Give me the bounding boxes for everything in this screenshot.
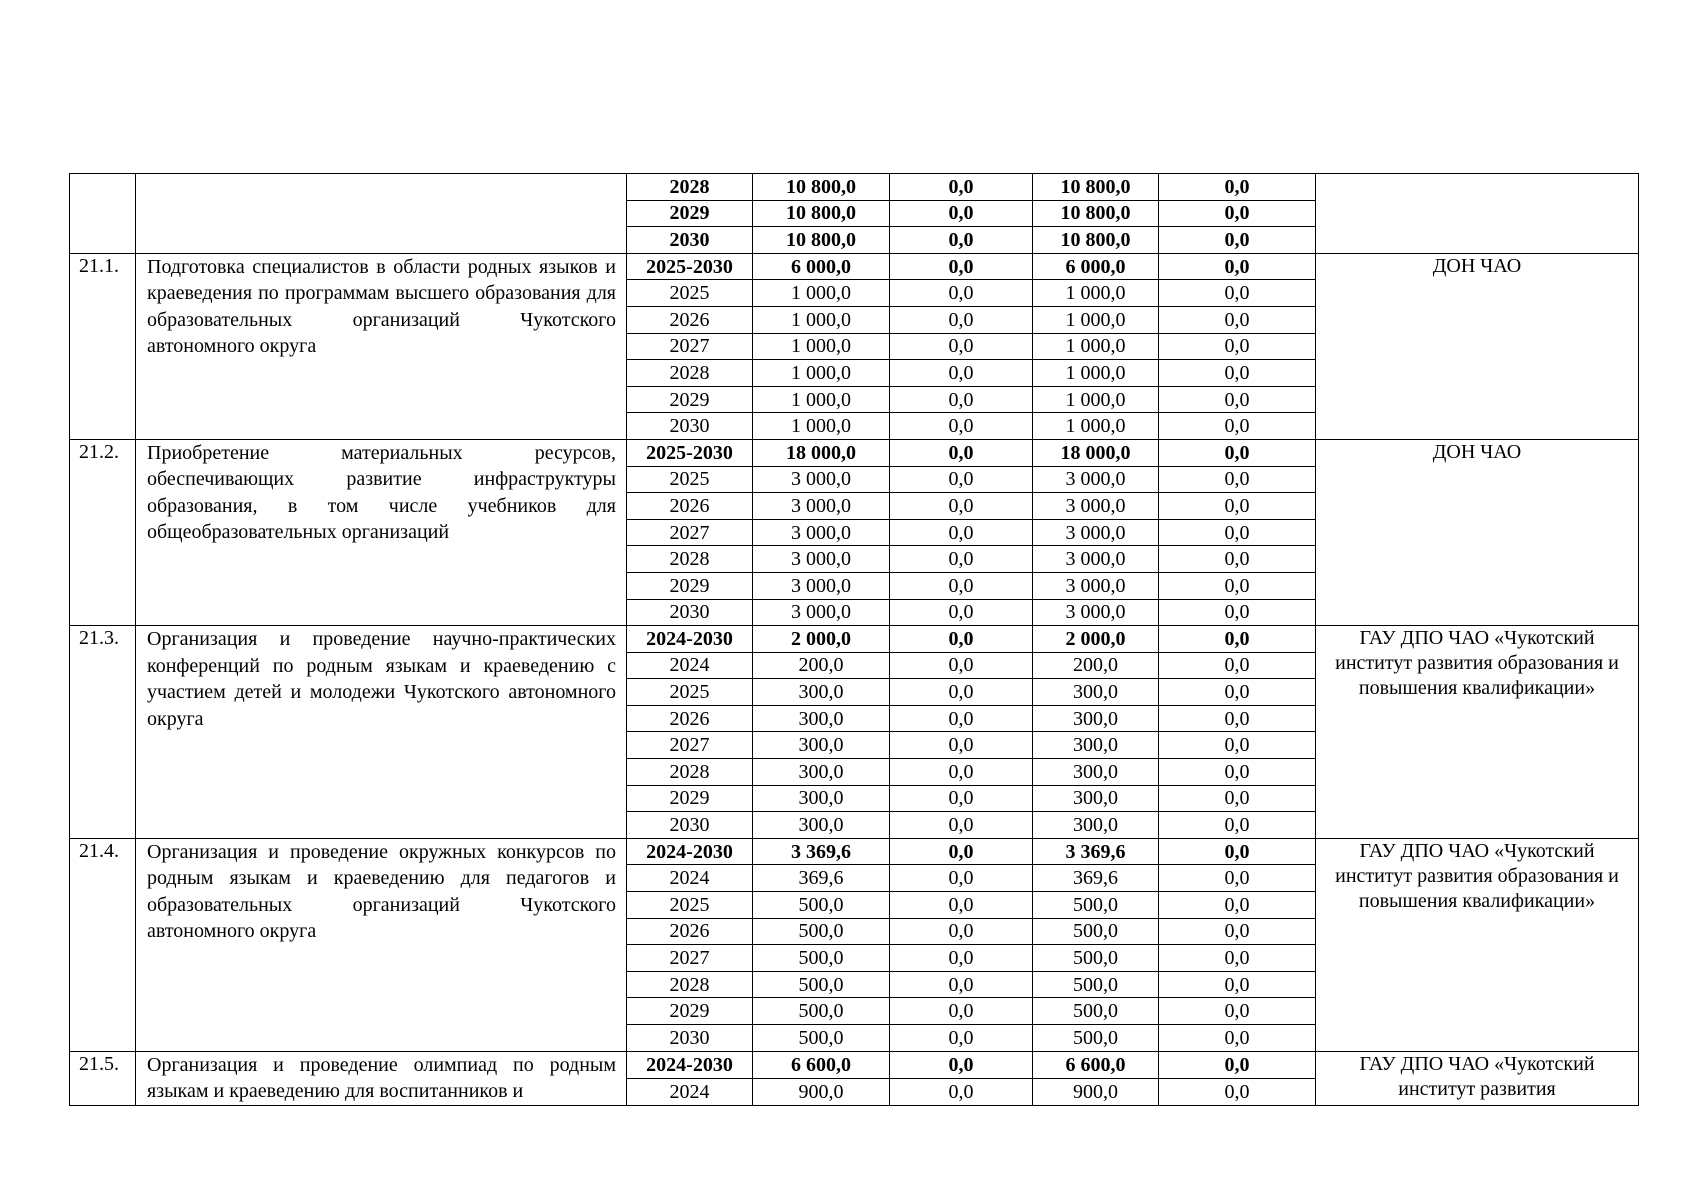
regional-budget-cell: 18 000,0 — [1033, 439, 1159, 466]
total-cell: 18 000,0 — [753, 439, 890, 466]
item-number-cell: 21.5. — [70, 1051, 136, 1105]
federal-budget-cell: 0,0 — [890, 439, 1033, 466]
local-budget-cell: 0,0 — [1159, 493, 1316, 520]
federal-budget-cell: 0,0 — [890, 785, 1033, 812]
local-budget-cell: 0,0 — [1159, 227, 1316, 254]
regional-budget-cell: 1 000,0 — [1033, 413, 1159, 440]
regional-budget-cell: 1 000,0 — [1033, 306, 1159, 333]
federal-budget-cell: 0,0 — [890, 200, 1033, 227]
local-budget-cell: 0,0 — [1159, 785, 1316, 812]
item-name-cell — [136, 174, 627, 254]
period-cell: 2030 — [627, 413, 753, 440]
federal-budget-cell: 0,0 — [890, 705, 1033, 732]
regional-budget-cell: 300,0 — [1033, 679, 1159, 706]
total-cell: 200,0 — [753, 652, 890, 679]
regional-budget-cell: 10 800,0 — [1033, 227, 1159, 254]
period-cell: 2030 — [627, 812, 753, 839]
item-name-cell: Приобретение материальных ресурсов, обеспечивающих развитие инфраструктуры образования, в том числе учебников для общеобразовательных организаций — [136, 439, 627, 625]
period-cell: 2029 — [627, 572, 753, 599]
federal-budget-cell: 0,0 — [890, 812, 1033, 839]
total-cell: 1 000,0 — [753, 360, 890, 387]
period-cell: 2028 — [627, 360, 753, 387]
responsible-cell: ГАУ ДПО ЧАО «Чукотский институт развития образования и повышения квалификации» — [1316, 838, 1639, 1051]
total-cell: 3 369,6 — [753, 838, 890, 865]
federal-budget-cell: 0,0 — [890, 759, 1033, 786]
federal-budget-cell: 0,0 — [890, 732, 1033, 759]
federal-budget-cell: 0,0 — [890, 652, 1033, 679]
period-cell: 2029 — [627, 785, 753, 812]
local-budget-cell: 0,0 — [1159, 360, 1316, 387]
federal-budget-cell: 0,0 — [890, 253, 1033, 280]
local-budget-cell: 0,0 — [1159, 1078, 1316, 1105]
federal-budget-cell: 0,0 — [890, 572, 1033, 599]
local-budget-cell: 0,0 — [1159, 945, 1316, 972]
responsible-cell: ГАУ ДПО ЧАО «Чукотский институт развития — [1316, 1051, 1639, 1105]
federal-budget-cell: 0,0 — [890, 918, 1033, 945]
local-budget-cell: 0,0 — [1159, 466, 1316, 493]
total-cell: 369,6 — [753, 865, 890, 892]
local-budget-cell: 0,0 — [1159, 413, 1316, 440]
local-budget-cell: 0,0 — [1159, 546, 1316, 573]
total-cell: 3 000,0 — [753, 519, 890, 546]
regional-budget-cell: 10 800,0 — [1033, 200, 1159, 227]
regional-budget-cell: 200,0 — [1033, 652, 1159, 679]
budget-table — [69, 173, 1639, 1106]
federal-budget-cell: 0,0 — [890, 1051, 1033, 1078]
federal-budget-cell: 0,0 — [890, 174, 1033, 201]
table-row — [70, 838, 1639, 865]
local-budget-cell: 0,0 — [1159, 253, 1316, 280]
item-number-cell: 21.1. — [70, 253, 136, 439]
regional-budget-cell: 6 000,0 — [1033, 253, 1159, 280]
local-budget-cell: 0,0 — [1159, 306, 1316, 333]
period-cell: 2030 — [627, 1025, 753, 1052]
local-budget-cell: 0,0 — [1159, 519, 1316, 546]
federal-budget-cell: 0,0 — [890, 626, 1033, 653]
local-budget-cell: 0,0 — [1159, 280, 1316, 307]
local-budget-cell: 0,0 — [1159, 732, 1316, 759]
local-budget-cell: 0,0 — [1159, 626, 1316, 653]
local-budget-cell: 0,0 — [1159, 759, 1316, 786]
local-budget-cell: 0,0 — [1159, 1025, 1316, 1052]
regional-budget-cell: 500,0 — [1033, 971, 1159, 998]
total-cell: 500,0 — [753, 971, 890, 998]
total-cell: 3 000,0 — [753, 493, 890, 520]
total-cell: 2 000,0 — [753, 626, 890, 653]
total-cell: 6 600,0 — [753, 1051, 890, 1078]
item-name-cell: Организация и проведение окружных конкурсов по родным языкам и краеведению для педагогов и образовательных организаций Чукотского автономного округа — [136, 838, 627, 1051]
regional-budget-cell: 300,0 — [1033, 705, 1159, 732]
period-cell: 2024-2030 — [627, 1051, 753, 1078]
federal-budget-cell: 0,0 — [890, 838, 1033, 865]
regional-budget-cell: 500,0 — [1033, 998, 1159, 1025]
total-cell: 3 000,0 — [753, 572, 890, 599]
item-number-cell — [70, 174, 136, 254]
table-row — [70, 253, 1639, 280]
period-cell: 2028 — [627, 971, 753, 998]
period-cell: 2027 — [627, 333, 753, 360]
total-cell: 500,0 — [753, 998, 890, 1025]
federal-budget-cell: 0,0 — [890, 865, 1033, 892]
period-cell: 2027 — [627, 945, 753, 972]
local-budget-cell: 0,0 — [1159, 865, 1316, 892]
federal-budget-cell: 0,0 — [890, 306, 1033, 333]
total-cell: 3 000,0 — [753, 546, 890, 573]
federal-budget-cell: 0,0 — [890, 519, 1033, 546]
period-cell: 2028 — [627, 174, 753, 201]
regional-budget-cell: 3 000,0 — [1033, 466, 1159, 493]
total-cell: 1 000,0 — [753, 306, 890, 333]
regional-budget-cell: 300,0 — [1033, 732, 1159, 759]
period-cell: 2029 — [627, 200, 753, 227]
period-cell: 2024 — [627, 865, 753, 892]
federal-budget-cell: 0,0 — [890, 679, 1033, 706]
local-budget-cell: 0,0 — [1159, 652, 1316, 679]
total-cell: 300,0 — [753, 732, 890, 759]
regional-budget-cell: 500,0 — [1033, 945, 1159, 972]
federal-budget-cell: 0,0 — [890, 493, 1033, 520]
regional-budget-cell: 500,0 — [1033, 918, 1159, 945]
period-cell: 2028 — [627, 546, 753, 573]
federal-budget-cell: 0,0 — [890, 386, 1033, 413]
federal-budget-cell: 0,0 — [890, 1025, 1033, 1052]
regional-budget-cell: 3 000,0 — [1033, 493, 1159, 520]
table-row — [70, 439, 1639, 466]
regional-budget-cell: 6 600,0 — [1033, 1051, 1159, 1078]
period-cell: 2026 — [627, 306, 753, 333]
federal-budget-cell: 0,0 — [890, 1078, 1033, 1105]
regional-budget-cell: 3 369,6 — [1033, 838, 1159, 865]
responsible-cell: ДОН ЧАО — [1316, 439, 1639, 625]
regional-budget-cell: 369,6 — [1033, 865, 1159, 892]
total-cell: 10 800,0 — [753, 174, 890, 201]
federal-budget-cell: 0,0 — [890, 945, 1033, 972]
regional-budget-cell: 300,0 — [1033, 759, 1159, 786]
period-cell: 2030 — [627, 599, 753, 626]
period-cell: 2025-2030 — [627, 439, 753, 466]
total-cell: 300,0 — [753, 785, 890, 812]
local-budget-cell: 0,0 — [1159, 971, 1316, 998]
period-cell: 2027 — [627, 732, 753, 759]
period-cell: 2024-2030 — [627, 626, 753, 653]
regional-budget-cell: 3 000,0 — [1033, 546, 1159, 573]
federal-budget-cell: 0,0 — [890, 333, 1033, 360]
federal-budget-cell: 0,0 — [890, 413, 1033, 440]
local-budget-cell: 0,0 — [1159, 174, 1316, 201]
regional-budget-cell: 3 000,0 — [1033, 599, 1159, 626]
federal-budget-cell: 0,0 — [890, 599, 1033, 626]
table-row — [70, 626, 1639, 653]
item-number-cell: 21.2. — [70, 439, 136, 625]
period-cell: 2025-2030 — [627, 253, 753, 280]
local-budget-cell: 0,0 — [1159, 705, 1316, 732]
federal-budget-cell: 0,0 — [890, 546, 1033, 573]
total-cell: 300,0 — [753, 759, 890, 786]
period-cell: 2028 — [627, 759, 753, 786]
local-budget-cell: 0,0 — [1159, 892, 1316, 919]
regional-budget-cell: 1 000,0 — [1033, 333, 1159, 360]
table-body — [70, 174, 1639, 1106]
period-cell: 2025 — [627, 466, 753, 493]
period-cell: 2026 — [627, 493, 753, 520]
total-cell: 3 000,0 — [753, 466, 890, 493]
total-cell: 3 000,0 — [753, 599, 890, 626]
total-cell: 500,0 — [753, 1025, 890, 1052]
federal-budget-cell: 0,0 — [890, 227, 1033, 254]
local-budget-cell: 0,0 — [1159, 572, 1316, 599]
period-cell: 2024-2030 — [627, 838, 753, 865]
local-budget-cell: 0,0 — [1159, 679, 1316, 706]
federal-budget-cell: 0,0 — [890, 466, 1033, 493]
item-name-cell: Организация и проведение олимпиад по родным языкам и краеведению для воспитанников и — [136, 1051, 627, 1105]
item-name-cell: Подготовка специалистов в области родных языков и краеведения по программам высшего образования для образовательных организаций Чукотского автономного округа — [136, 253, 627, 439]
period-cell: 2026 — [627, 918, 753, 945]
total-cell: 300,0 — [753, 812, 890, 839]
total-cell: 6 000,0 — [753, 253, 890, 280]
federal-budget-cell: 0,0 — [890, 892, 1033, 919]
regional-budget-cell: 3 000,0 — [1033, 519, 1159, 546]
regional-budget-cell: 300,0 — [1033, 812, 1159, 839]
period-cell: 2029 — [627, 386, 753, 413]
local-budget-cell: 0,0 — [1159, 812, 1316, 839]
item-name-cell: Организация и проведение научно-практических конференций по родным языкам и краеведению с участием детей и молодежи Чукотского автономного округа — [136, 626, 627, 839]
regional-budget-cell: 2 000,0 — [1033, 626, 1159, 653]
regional-budget-cell: 900,0 — [1033, 1078, 1159, 1105]
regional-budget-cell: 1 000,0 — [1033, 280, 1159, 307]
regional-budget-cell: 500,0 — [1033, 892, 1159, 919]
total-cell: 1 000,0 — [753, 386, 890, 413]
local-budget-cell: 0,0 — [1159, 998, 1316, 1025]
item-number-cell: 21.3. — [70, 626, 136, 839]
local-budget-cell: 0,0 — [1159, 838, 1316, 865]
local-budget-cell: 0,0 — [1159, 439, 1316, 466]
total-cell: 300,0 — [753, 705, 890, 732]
period-cell: 2030 — [627, 227, 753, 254]
regional-budget-cell: 10 800,0 — [1033, 174, 1159, 201]
period-cell: 2024 — [627, 1078, 753, 1105]
table-row — [70, 1051, 1639, 1078]
responsible-cell: ДОН ЧАО — [1316, 253, 1639, 439]
total-cell: 10 800,0 — [753, 227, 890, 254]
regional-budget-cell: 1 000,0 — [1033, 386, 1159, 413]
total-cell: 1 000,0 — [753, 280, 890, 307]
federal-budget-cell: 0,0 — [890, 971, 1033, 998]
local-budget-cell: 0,0 — [1159, 1051, 1316, 1078]
federal-budget-cell: 0,0 — [890, 360, 1033, 387]
regional-budget-cell: 3 000,0 — [1033, 572, 1159, 599]
regional-budget-cell: 300,0 — [1033, 785, 1159, 812]
period-cell: 2025 — [627, 280, 753, 307]
responsible-cell — [1316, 174, 1639, 254]
regional-budget-cell: 500,0 — [1033, 1025, 1159, 1052]
period-cell: 2024 — [627, 652, 753, 679]
period-cell: 2025 — [627, 679, 753, 706]
local-budget-cell: 0,0 — [1159, 918, 1316, 945]
total-cell: 1 000,0 — [753, 413, 890, 440]
period-cell: 2026 — [627, 705, 753, 732]
period-cell: 2025 — [627, 892, 753, 919]
total-cell: 300,0 — [753, 679, 890, 706]
federal-budget-cell: 0,0 — [890, 998, 1033, 1025]
table-row — [70, 174, 1639, 201]
local-budget-cell: 0,0 — [1159, 386, 1316, 413]
period-cell: 2027 — [627, 519, 753, 546]
local-budget-cell: 0,0 — [1159, 200, 1316, 227]
total-cell: 500,0 — [753, 892, 890, 919]
period-cell: 2029 — [627, 998, 753, 1025]
local-budget-cell: 0,0 — [1159, 599, 1316, 626]
federal-budget-cell: 0,0 — [890, 280, 1033, 307]
responsible-cell: ГАУ ДПО ЧАО «Чукотский институт развития образования и повышения квалификации» — [1316, 626, 1639, 839]
total-cell: 500,0 — [753, 918, 890, 945]
local-budget-cell: 0,0 — [1159, 333, 1316, 360]
item-number-cell: 21.4. — [70, 838, 136, 1051]
total-cell: 1 000,0 — [753, 333, 890, 360]
total-cell: 900,0 — [753, 1078, 890, 1105]
regional-budget-cell: 1 000,0 — [1033, 360, 1159, 387]
total-cell: 10 800,0 — [753, 200, 890, 227]
total-cell: 500,0 — [753, 945, 890, 972]
